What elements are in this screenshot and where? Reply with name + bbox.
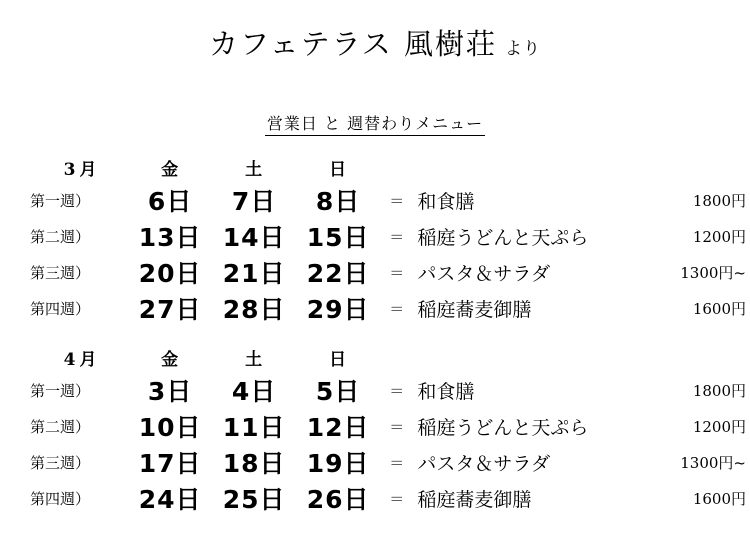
day-cell-sun: 15日	[306, 223, 370, 252]
header-spacer-eq	[380, 342, 413, 372]
menu-label: 和食膳	[417, 190, 475, 213]
table-row	[30, 372, 750, 408]
table-header-row	[30, 152, 750, 182]
header-spacer-price	[641, 342, 750, 372]
week-label: 第四週）	[30, 299, 91, 318]
equals-sign: ＝	[389, 191, 405, 210]
week-label: 第三週）	[30, 453, 91, 472]
menu-label: 稲庭蕎麦御膳	[417, 488, 532, 511]
price-label: 1200円	[692, 417, 746, 436]
header-spacer-menu	[413, 152, 640, 182]
menu-label: 稲庭蕎麦御膳	[417, 298, 532, 321]
price-label: 1300円~	[680, 263, 746, 282]
day-cell-fri: 20日	[138, 259, 202, 288]
menu-label: パスタ＆サラダ	[417, 262, 551, 285]
equals-sign: ＝	[389, 299, 405, 318]
weekday-header-sat: 土	[245, 349, 264, 370]
menu-label: パスタ＆サラダ	[417, 452, 551, 475]
equals-sign: ＝	[389, 381, 405, 400]
day-cell-fri: 17日	[138, 449, 202, 478]
month-label: 4月	[63, 349, 101, 370]
day-cell-sat: 25日	[222, 485, 286, 514]
weekday-header-fri: 金	[161, 159, 180, 180]
page-title	[0, 22, 750, 63]
equals-sign: ＝	[389, 489, 405, 508]
day-cell-sat: 28日	[222, 295, 286, 324]
day-cell-sun: 19日	[306, 449, 370, 478]
day-cell-sun: 12日	[306, 413, 370, 442]
subtitle: 営業日 と 週替わりメニュー	[265, 114, 485, 136]
day-cell-sat: 11日	[222, 413, 286, 442]
equals-sign: ＝	[389, 453, 405, 472]
schedule-container	[0, 152, 750, 516]
weekday-header-sat: 土	[245, 159, 264, 180]
schedule-table-march	[30, 152, 750, 326]
schedule-table-april	[30, 342, 750, 516]
header-spacer-price	[641, 152, 750, 182]
price-label: 1800円	[692, 191, 746, 210]
day-cell-sat: 18日	[222, 449, 286, 478]
price-label: 1800円	[692, 381, 746, 400]
table-row	[30, 182, 750, 218]
menu-label: 稲庭うどんと天ぷら	[417, 226, 589, 249]
week-label: 第三週）	[30, 263, 91, 282]
table-header-row	[30, 342, 750, 372]
weekday-header-sun: 日	[329, 159, 348, 180]
day-cell-fri: 10日	[138, 413, 202, 442]
day-cell-sun: 22日	[306, 259, 370, 288]
table-row	[30, 218, 750, 254]
cafe-name: カフェテラス 風樹荘	[209, 27, 497, 61]
table-row	[30, 480, 750, 516]
equals-sign: ＝	[389, 263, 405, 282]
price-label: 1300円~	[680, 453, 746, 472]
subtitle-row	[0, 111, 750, 134]
table-row	[30, 444, 750, 480]
day-cell-sat: 4日	[231, 377, 277, 406]
month-label: 3月	[63, 159, 101, 180]
table-row	[30, 290, 750, 326]
day-cell-sat: 21日	[222, 259, 286, 288]
week-label: 第四週）	[30, 489, 91, 508]
weekday-header-sun: 日	[329, 349, 348, 370]
menu-label: 稲庭うどんと天ぷら	[417, 416, 589, 439]
day-cell-sat: 7日	[231, 187, 277, 216]
equals-sign: ＝	[389, 227, 405, 246]
week-label: 第二週）	[30, 227, 91, 246]
day-cell-fri: 24日	[138, 485, 202, 514]
day-cell-sun: 29日	[306, 295, 370, 324]
day-cell-sun: 26日	[306, 485, 370, 514]
table-row	[30, 254, 750, 290]
day-cell-sun: 5日	[315, 377, 361, 406]
weekday-header-fri: 金	[161, 349, 180, 370]
day-cell-fri: 6日	[147, 187, 193, 216]
menu-label: 和食膳	[417, 380, 475, 403]
day-cell-sat: 14日	[222, 223, 286, 252]
table-row	[30, 408, 750, 444]
month-block-march	[30, 152, 750, 326]
price-label: 1600円	[692, 489, 746, 508]
header-spacer-menu	[413, 342, 640, 372]
week-label: 第一週）	[30, 191, 91, 210]
month-block-april	[30, 342, 750, 516]
week-label: 第一週）	[30, 381, 91, 400]
cafe-name-suffix: より	[504, 39, 541, 59]
day-cell-sun: 8日	[315, 187, 361, 216]
day-cell-fri: 3日	[147, 377, 193, 406]
price-label: 1600円	[692, 299, 746, 318]
price-label: 1200円	[692, 227, 746, 246]
header-spacer-eq	[380, 152, 413, 182]
day-cell-fri: 27日	[138, 295, 202, 324]
day-cell-fri: 13日	[138, 223, 202, 252]
equals-sign: ＝	[389, 417, 405, 436]
week-label: 第二週）	[30, 417, 91, 436]
